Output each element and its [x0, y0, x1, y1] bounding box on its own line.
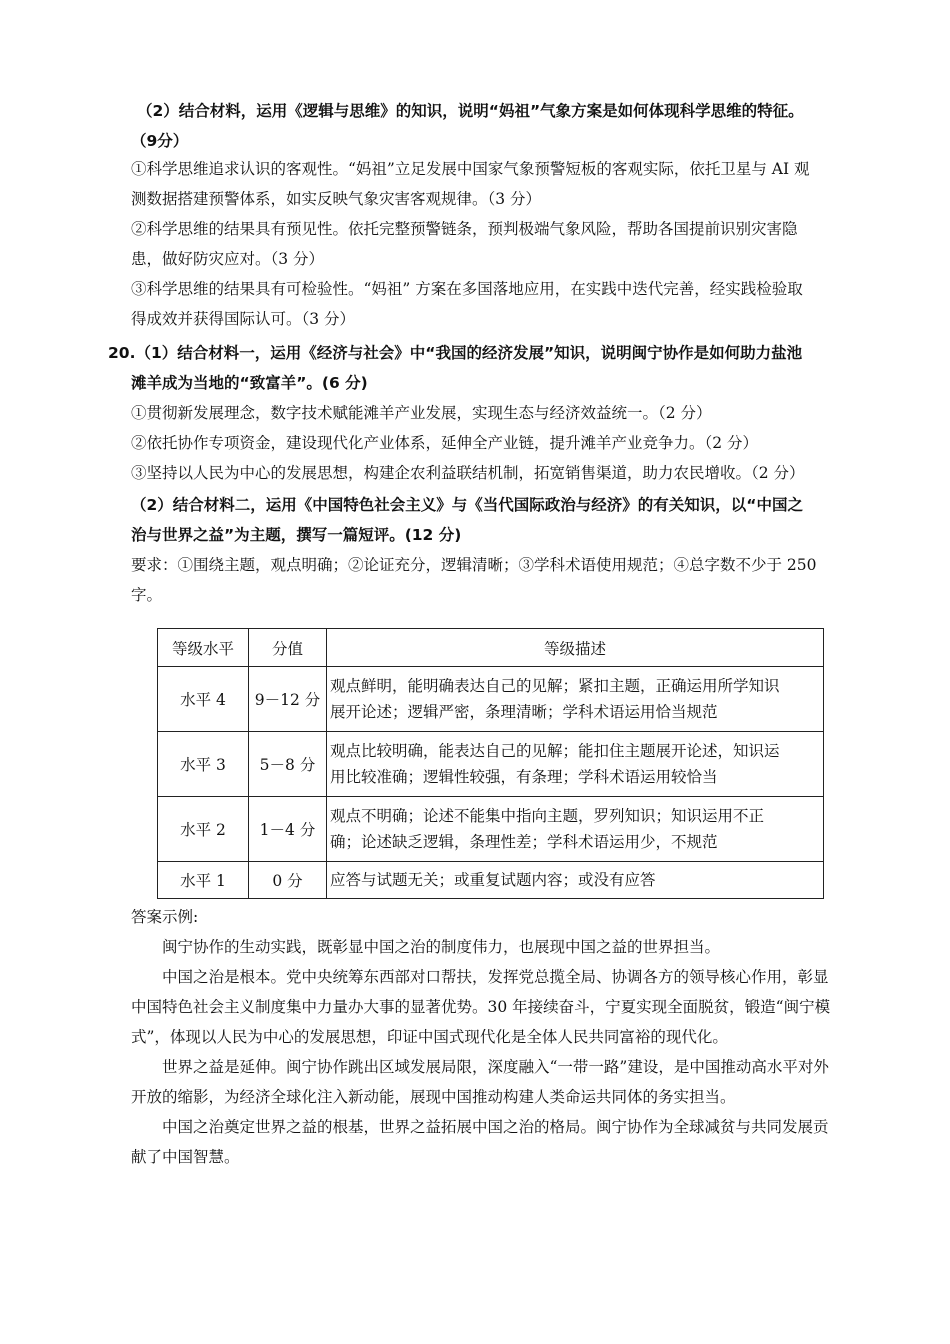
table-row	[158, 862, 824, 899]
answer-paragraph: 世界之益是延伸。闽宁协作跳出区域发展局限，深度融入“一带一路”建设，是中国推动高水平对外开放的缩影，为经济全球化注入新动能，展现中国推动构建人类命运共同体的务实担当。	[131, 1058, 829, 1106]
q20-requirements-line1: 要求：①围绕主题，观点明确；②论证充分，逻辑清晰；③学科术语使用规范；④总字数不少于 250	[131, 556, 817, 574]
score-cell: 0 分	[249, 862, 327, 899]
q19-point-3-line2: 得成效并获得国际认可。（3 分）	[131, 310, 356, 328]
description-cell: 应答与试题无关；或重复试题内容；或没有应答	[327, 862, 824, 899]
q20-point-1: ①贯彻新发展理念，数字技术赋能滩羊产业发展，实现生态与经济效益统一。（2 分）	[131, 404, 712, 422]
grading-table	[157, 628, 824, 899]
q19-point-2-line2: 患，做好防灾应对。（3 分）	[131, 250, 325, 268]
q19-point-1-line1: ①科学思维追求认识的客观性。“妈祖”立足发展中国家气象预警短板的客观实际，依托卫星与 AI 观	[131, 160, 810, 178]
q19-part2-points	[131, 154, 831, 334]
q20-part1-title-line2: 滩羊成为当地的“致富羊”。(6 分)	[131, 374, 368, 392]
answer-paragraph: 闽宁协作的生动实践，既彰显中国之治的制度伟力，也展现中国之益的世界担当。	[162, 938, 721, 956]
q20-part2-title-line1: （2）结合材料二，运用《中国特色社会主义》与《当代国际政治与经济》的有关知识，以“中国之	[131, 496, 803, 514]
level-cell: 水平 2	[158, 797, 249, 862]
table-row	[158, 732, 824, 797]
q20-number: 20.	[108, 344, 136, 362]
q20-part2-title	[131, 490, 831, 550]
q19-point-3-line1: ③科学思维的结果具有可检验性。“妈祖” 方案在多国落地应用，在实践中迭代完善，经实践检验取	[131, 280, 803, 298]
level-cell: 水平 1	[158, 862, 249, 899]
q20-part1-points	[131, 398, 831, 488]
q19-point-1-line2: 测数据搭建预警体系，如实反映气象灾害客观规律。（3 分）	[131, 190, 542, 208]
q19-part2	[131, 96, 831, 156]
q20-requirements-line2: 字。	[131, 586, 163, 604]
answer-paragraph: 中国之治是根本。党中央统筹东西部对口帮扶，发挥党总揽全局、协调各方的领导核心作用，彰显中国特色社会主义制度集中力量办大事的显著优势。30 年接续奋斗，宁夏实现全面脱贫，锻造“闽宁模式”，体现以人民为中心的发展思想，印证中国式现代化是全体人民共同富裕的现代化。	[131, 968, 831, 1046]
score-cell: 5－8 分	[249, 732, 327, 797]
header-level: 等级水平	[158, 629, 249, 667]
q20-requirements	[131, 550, 831, 610]
q20-part1-title-line1: （1）结合材料一，运用《经济与社会》中“我国的经济发展”知识，说明闽宁协作是如何助力盐池	[135, 344, 803, 362]
q19-point-2-line1: ②科学思维的结果具有预见性。依托完整预警链条，预判极端气象风险，帮助各国提前识别灾害隐	[131, 220, 798, 238]
answer-paragraph: 中国之治奠定世界之益的根基，世界之益拓展中国之治的格局。闽宁协作为全球减贫与共同发展贡献了中国智慧。	[131, 1118, 829, 1166]
score-cell: 9－12 分	[249, 667, 327, 732]
description-cell: 观点比较明确，能表达自己的见解；能扣住主题展开论述，知识运 用比较准确；逻辑性较强，有条理；学科术语运用较恰当	[327, 732, 824, 797]
q19-part2-title-line1: （2）结合材料，运用《逻辑与思维》的知识，说明“妈祖”气象方案是如何体现科学思维的特征。	[137, 102, 804, 120]
header-score: 分值	[249, 629, 327, 667]
q20-point-3: ③坚持以人民为中心的发展思想，构建企农利益联结机制，拓宽销售渠道，助力农民增收。（2 分）	[131, 464, 805, 482]
answer-label: 答案示例:	[131, 908, 199, 926]
q20-part2-title-line2: 治与世界之益”为主题，撰写一篇短评。(12 分)	[131, 526, 462, 544]
answer-example	[131, 902, 837, 1172]
q20-point-2: ②依托协作专项资金，建设现代化产业体系，延伸全产业链，提升滩羊产业竞争力。（2 分）	[131, 434, 759, 452]
description-cell: 观点不明确；论述不能集中指向主题，罗列知识；知识运用不正 确；论述缺乏逻辑，条理性差；学科术语运用少，不规范	[327, 797, 824, 862]
score-cell: 1－4 分	[249, 797, 327, 862]
table-row	[158, 667, 824, 732]
level-cell: 水平 3	[158, 732, 249, 797]
q19-part2-title-line2: （9分）	[131, 132, 189, 150]
level-cell: 水平 4	[158, 667, 249, 732]
grading-table-header-row	[158, 629, 824, 667]
table-row	[158, 797, 824, 862]
description-cell: 观点鲜明，能明确表达自己的见解；紧扣主题，正确运用所学知识 展开论述；逻辑严密，条理清晰；学科术语运用恰当规范	[327, 667, 824, 732]
q20-part1-title	[108, 338, 838, 398]
header-description: 等级描述	[327, 629, 824, 667]
